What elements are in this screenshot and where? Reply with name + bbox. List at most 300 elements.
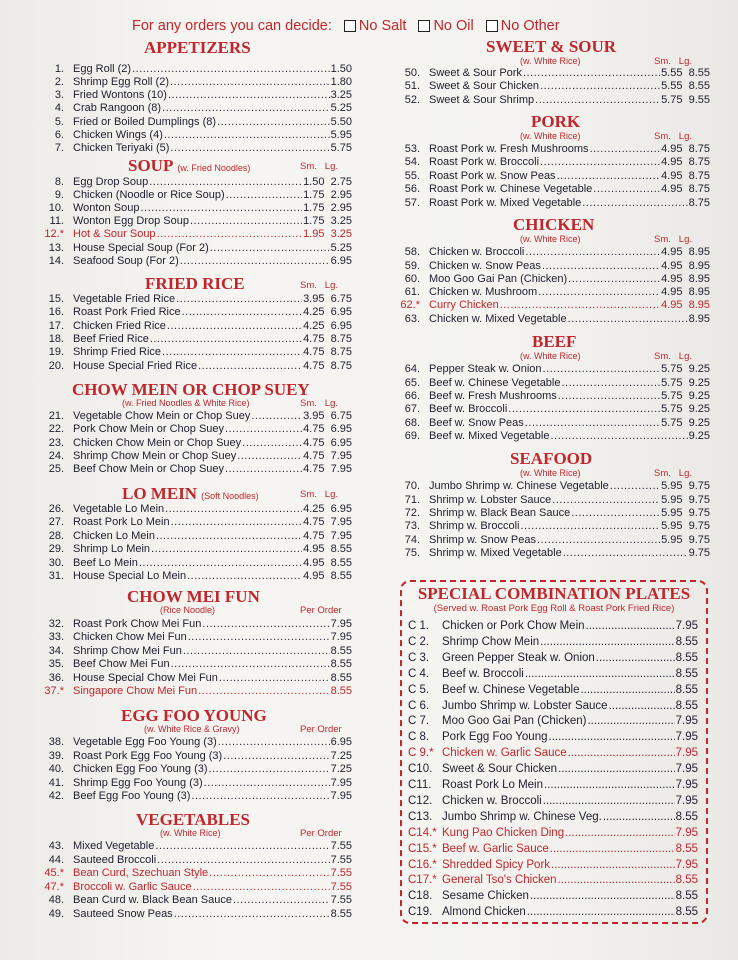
combo-item[interactable] xyxy=(408,778,698,793)
item-number: 39. xyxy=(48,750,64,762)
menu-item[interactable] xyxy=(396,143,710,156)
combo-code: C19. xyxy=(408,906,433,919)
item-name: Moo Goo Gai Pan (Chicken) xyxy=(429,273,568,285)
leader-dots xyxy=(542,260,660,273)
size-header: Sm. Lg. xyxy=(654,56,693,67)
leader-dots xyxy=(157,228,303,241)
section-title: SWEET & SOUR xyxy=(486,37,617,56)
combo-name: Beef w. Chinese Vegetable xyxy=(442,683,580,696)
section-title: SOUP (w. Fried Noodles) xyxy=(128,156,251,175)
menu-item[interactable] xyxy=(40,463,352,476)
item-price: 5.55 8.55 xyxy=(661,80,710,92)
combo-name: Chicken or Pork Chow Mein xyxy=(442,620,585,632)
menu-item[interactable] xyxy=(40,176,352,189)
item-number: 45.* xyxy=(44,867,64,879)
menu-item[interactable] xyxy=(396,246,710,259)
item-number: 14. xyxy=(48,255,64,267)
menu-item[interactable] xyxy=(396,183,710,196)
leader-dots xyxy=(210,242,330,255)
menu-item[interactable] xyxy=(396,273,710,286)
menu-item[interactable] xyxy=(396,197,710,210)
menu-item[interactable] xyxy=(40,503,352,516)
combo-item[interactable] xyxy=(408,842,698,857)
menu-item[interactable] xyxy=(40,410,352,423)
menu-item[interactable] xyxy=(40,631,352,644)
item-name: Chicken w. Mushroom xyxy=(429,286,538,298)
item-price: 1.75 2.95 xyxy=(303,189,352,201)
item-number: 72. xyxy=(404,507,420,519)
item-price: 1.75 3.25 xyxy=(303,215,352,227)
item-name: Broccoli w. Garlic Sauce xyxy=(73,881,192,893)
item-number: 67. xyxy=(404,403,420,415)
menu-item[interactable] xyxy=(40,320,352,333)
item-name: Chicken w. Broccoli xyxy=(429,246,525,258)
combo-name: Jumbo Shrimp w. Chinese Veg. xyxy=(442,810,602,823)
leader-dots xyxy=(525,246,660,259)
leader-dots xyxy=(202,618,329,631)
item-price: 4.95 8.55 xyxy=(303,557,352,569)
item-price: 4.75 8.75 xyxy=(303,360,352,372)
menu-item[interactable] xyxy=(40,685,352,698)
item-price: 1.50 xyxy=(330,63,352,75)
menu-item[interactable] xyxy=(396,480,710,493)
menu-item[interactable] xyxy=(396,390,710,403)
menu-item[interactable] xyxy=(40,215,352,228)
item-price: 5.95 9.75 xyxy=(661,534,710,546)
item-name: Roast Pork Egg Foo Young (3) xyxy=(73,750,223,762)
combo-name: Shrimp Chow Mein xyxy=(442,635,540,648)
menu-item[interactable] xyxy=(40,63,352,76)
combo-item[interactable] xyxy=(408,651,698,666)
item-price: 4.75 7.95 xyxy=(303,463,352,475)
section-subtitle: (w. Fried Noodles) xyxy=(177,163,251,173)
item-number: 73. xyxy=(404,520,420,532)
menu-item[interactable] xyxy=(40,658,352,671)
menu-item[interactable] xyxy=(396,170,710,183)
combo-code: C 7. xyxy=(408,715,430,728)
menu-item[interactable] xyxy=(40,557,352,570)
item-number: 24. xyxy=(48,450,64,462)
item-name: Mixed Vegetable xyxy=(73,840,155,852)
combo-name: Sweet & Sour Chicken xyxy=(442,763,558,776)
menu-item[interactable] xyxy=(40,293,352,306)
menu-item[interactable] xyxy=(40,750,352,763)
item-name: Roast Pork Chow Mei Fun xyxy=(73,618,202,630)
menu-item[interactable] xyxy=(396,260,710,273)
menu-item[interactable] xyxy=(40,116,352,129)
leader-dots xyxy=(162,346,302,359)
menu-item[interactable] xyxy=(396,299,710,312)
section-title: BEEF xyxy=(532,332,577,351)
item-price: 5.75 9.25 xyxy=(661,363,710,375)
combo-price: 8.55 xyxy=(675,651,698,664)
item-number: 62.* xyxy=(400,299,420,311)
item-number: 32. xyxy=(48,618,64,630)
combo-price: 7.95 xyxy=(675,858,698,871)
item-number: 50. xyxy=(404,67,420,79)
menu-item[interactable] xyxy=(396,417,710,430)
leader-dots xyxy=(530,889,675,904)
menu-item[interactable] xyxy=(40,894,352,907)
leader-dots xyxy=(167,320,302,333)
item-number: 18. xyxy=(48,333,64,345)
item-name: Shrimp w. Lobster Sauce xyxy=(429,494,552,506)
combo-name: Beef w. Broccoli xyxy=(442,667,524,680)
item-number: 63. xyxy=(404,313,420,325)
leader-dots xyxy=(156,530,302,543)
menu-item[interactable] xyxy=(40,840,352,853)
item-name: Chicken Teriyaki (5) xyxy=(73,142,170,154)
menu-item[interactable] xyxy=(396,156,710,169)
menu-item[interactable] xyxy=(40,306,352,319)
combo-code: C17.* xyxy=(408,874,437,887)
size-header: Sm. Lg. xyxy=(300,280,339,291)
menu-item[interactable] xyxy=(40,189,352,202)
option-no-salt[interactable]: No Salt xyxy=(344,18,407,34)
item-price: 5.95 9.75 xyxy=(661,520,710,532)
item-name: Roast Pork w. Fresh Mushrooms xyxy=(429,143,589,155)
item-price: 1.50 2.75 xyxy=(303,176,352,188)
item-number: 33. xyxy=(48,631,64,643)
menu-item[interactable] xyxy=(40,763,352,776)
item-name: Wonton Soup xyxy=(73,202,140,214)
leader-dots xyxy=(538,286,660,299)
leader-dots xyxy=(188,631,330,644)
leader-dots xyxy=(219,672,330,685)
combo-item[interactable] xyxy=(408,714,698,729)
order-options-notice xyxy=(132,17,718,35)
menu-item[interactable] xyxy=(396,534,710,547)
combo-item[interactable] xyxy=(408,746,698,761)
leader-dots xyxy=(565,826,675,841)
menu-item[interactable] xyxy=(40,76,352,89)
leader-dots xyxy=(549,730,675,745)
item-price: 9.75 xyxy=(688,547,710,559)
leader-dots xyxy=(561,377,660,390)
menu-item[interactable] xyxy=(40,777,352,790)
item-name: Shrimp w. Broccoli xyxy=(429,520,520,532)
item-price: 4.95 8.95 xyxy=(661,260,710,272)
item-price: 7.55 xyxy=(330,854,352,866)
menu-item[interactable] xyxy=(396,547,710,560)
menu-item[interactable] xyxy=(396,507,710,520)
menu-item[interactable] xyxy=(396,494,710,507)
item-price: 7.55 xyxy=(330,867,352,879)
combo-item[interactable] xyxy=(408,794,698,809)
menu-item[interactable] xyxy=(396,520,710,533)
combo-price: 7.95 xyxy=(675,715,698,728)
item-price: 1.75 2.95 xyxy=(303,202,352,214)
menu-item[interactable] xyxy=(396,363,710,376)
item-number: 74. xyxy=(404,534,420,546)
section-title: APPETIZERS xyxy=(144,38,251,57)
item-name: Vegetable Egg Foo Young (3) xyxy=(73,736,217,748)
item-name: Sweet & Sour Pork xyxy=(429,67,522,79)
leader-dots xyxy=(217,116,330,129)
section-note: (w. White Rice) xyxy=(520,56,581,66)
item-number: 40. xyxy=(48,763,64,775)
combo-price: 7.95 xyxy=(675,731,698,744)
leader-dots xyxy=(568,313,688,326)
item-name: Shrimp Chow Mein or Chop Suey xyxy=(73,450,237,462)
item-number: 22. xyxy=(48,423,64,435)
item-price: 5.95 9.75 xyxy=(661,494,710,506)
item-number: 23. xyxy=(48,437,64,449)
menu-item[interactable] xyxy=(396,403,710,416)
combo-item[interactable] xyxy=(408,889,698,904)
item-name: Sweet & Sour Chicken xyxy=(429,80,540,92)
leader-dots xyxy=(198,360,302,373)
section-note: (w. White Rice) xyxy=(520,351,581,361)
size-header: Per Order xyxy=(300,828,342,839)
menu-item[interactable] xyxy=(40,142,352,155)
item-name: Shrimp Chow Mei Fun xyxy=(73,645,182,657)
menu-item[interactable] xyxy=(40,530,352,543)
item-price: 8.75 xyxy=(688,197,710,209)
leader-dots xyxy=(525,667,675,682)
item-number: 30. xyxy=(48,557,64,569)
item-number: 56. xyxy=(404,183,420,195)
combo-item[interactable] xyxy=(408,619,698,634)
leader-dots xyxy=(596,651,675,666)
menu-item[interactable] xyxy=(40,333,352,346)
section-subtitle: (Soft Noodles) xyxy=(201,491,259,501)
item-number: 51. xyxy=(404,80,420,92)
item-price: 7.25 xyxy=(330,763,352,775)
menu-item[interactable] xyxy=(40,242,352,255)
leader-dots xyxy=(170,142,329,155)
leader-dots xyxy=(571,507,660,520)
section-note: (Rice Noodle) xyxy=(160,605,216,615)
leader-dots xyxy=(568,746,675,761)
menu-item[interactable] xyxy=(40,228,352,241)
item-number: 8. xyxy=(54,176,64,188)
section-title: CHOW MEI FUN xyxy=(127,587,260,606)
combo-item[interactable] xyxy=(408,730,698,745)
item-name: Crab Rangoon (8) xyxy=(73,102,162,114)
menu-item[interactable] xyxy=(40,423,352,436)
menu-item[interactable] xyxy=(40,89,352,102)
item-price: 4.95 8.95 xyxy=(661,246,710,258)
item-number: 37.* xyxy=(44,685,64,697)
item-name: Shrimp w. Snow Peas xyxy=(429,534,536,546)
combo-code: C10. xyxy=(408,763,433,776)
leader-dots xyxy=(218,736,330,749)
item-price: 4.75 7.95 xyxy=(303,450,352,462)
item-price: 5.75 9.25 xyxy=(661,377,710,389)
item-number: 17. xyxy=(48,320,64,332)
item-name: Shrimp w. Black Bean Sauce xyxy=(429,507,571,519)
leader-dots xyxy=(551,858,675,873)
combo-price: 7.95 xyxy=(675,763,698,776)
combo-price: 8.55 xyxy=(675,683,698,696)
leader-dots xyxy=(209,763,330,776)
combo-item[interactable] xyxy=(408,667,698,682)
item-name: Sauteed Snow Peas xyxy=(73,908,173,920)
item-price: 8.55 xyxy=(330,908,352,920)
menu-item[interactable] xyxy=(40,867,352,880)
menu-item[interactable] xyxy=(396,286,710,299)
combo-code: C 3. xyxy=(408,651,430,664)
combo-name: Sesame Chicken xyxy=(442,890,529,903)
menu-item[interactable] xyxy=(40,790,352,803)
combo-note: (Served w. Roast Pork Egg Roll & Roast Pork Fried Rice) xyxy=(433,603,675,614)
item-number: 66. xyxy=(404,390,420,402)
item-price: 5.75 9.55 xyxy=(661,94,710,106)
combo-item[interactable] xyxy=(408,826,698,841)
combo-name: Almond Chicken xyxy=(442,906,526,919)
item-name: Beef w. Snow Peas xyxy=(429,417,524,429)
combo-price: 8.55 xyxy=(675,699,698,712)
menu-item[interactable] xyxy=(40,854,352,867)
option-no-other[interactable]: No Other xyxy=(486,18,560,34)
item-number: 13. xyxy=(48,242,64,254)
item-price: 7.55 xyxy=(330,881,352,893)
menu-item[interactable] xyxy=(40,102,352,115)
item-price: 4.95 8.95 xyxy=(661,299,710,311)
item-number: 35. xyxy=(48,658,64,670)
menu-item[interactable] xyxy=(396,67,710,80)
menu-item[interactable] xyxy=(40,129,352,142)
option-no-oil[interactable]: No Oil xyxy=(418,18,473,34)
checkbox-icon[interactable] xyxy=(486,20,498,32)
menu-item[interactable] xyxy=(40,543,352,556)
item-name: Sauteed Broccoli xyxy=(73,854,157,866)
menu-item[interactable] xyxy=(40,618,352,631)
menu-item[interactable] xyxy=(396,430,710,443)
leader-dots xyxy=(527,905,675,920)
menu-item[interactable] xyxy=(40,736,352,749)
item-name: Beef w. Broccoli xyxy=(429,403,508,415)
leader-dots xyxy=(251,410,302,423)
item-price: 7.95 xyxy=(330,618,352,630)
leader-dots xyxy=(557,170,661,183)
item-name: Egg Roll (2) xyxy=(73,63,132,75)
item-number: 55. xyxy=(404,170,420,182)
combo-item[interactable] xyxy=(408,635,698,650)
item-price: 4.75 6.95 xyxy=(303,423,352,435)
leader-dots xyxy=(139,557,302,570)
menu-item[interactable] xyxy=(396,94,710,107)
size-header: Sm. Lg. xyxy=(300,161,339,172)
checkbox-icon[interactable] xyxy=(418,20,430,32)
leader-dots xyxy=(610,480,660,493)
menu-item[interactable] xyxy=(40,255,352,268)
menu-item[interactable] xyxy=(40,360,352,373)
item-number: 5. xyxy=(54,116,64,128)
menu-item[interactable] xyxy=(396,313,710,326)
item-price: 4.95 8.55 xyxy=(303,570,352,582)
item-price: 4.95 8.75 xyxy=(661,183,710,195)
combo-item[interactable] xyxy=(408,858,698,873)
leader-dots xyxy=(525,417,660,430)
item-number: 36. xyxy=(48,672,64,684)
menu-item[interactable] xyxy=(40,908,352,921)
item-price: 5.50 xyxy=(330,116,352,128)
section-title: VEGETABLES xyxy=(136,810,251,829)
leader-dots xyxy=(171,658,330,671)
leader-dots xyxy=(557,873,674,888)
combo-code: C 4. xyxy=(408,667,430,680)
item-price: 4.75 7.95 xyxy=(303,530,352,542)
leader-dots xyxy=(550,430,687,443)
item-number: 19. xyxy=(48,346,64,358)
item-name: House Special Soup (For 2) xyxy=(73,242,209,254)
menu-item[interactable] xyxy=(40,672,352,685)
leader-dots xyxy=(187,570,302,583)
menu-item[interactable] xyxy=(40,437,352,450)
menu-item[interactable] xyxy=(396,80,710,93)
menu-item[interactable] xyxy=(40,202,352,215)
item-name: House Special Fried Rice xyxy=(73,360,198,372)
menu-item[interactable] xyxy=(40,645,352,658)
menu-item[interactable] xyxy=(40,346,352,359)
item-price: 3.95 6.75 xyxy=(303,293,352,305)
item-number: 26. xyxy=(48,503,64,515)
leader-dots xyxy=(587,714,674,729)
item-number: 53. xyxy=(404,143,420,155)
leader-dots xyxy=(191,790,329,803)
item-price: 5.75 xyxy=(330,142,352,154)
leader-dots xyxy=(603,810,675,825)
menu-item[interactable] xyxy=(396,377,710,390)
combo-item[interactable] xyxy=(408,683,698,698)
combo-item[interactable] xyxy=(408,699,698,714)
item-name: Beef Chow Mei Fun xyxy=(73,658,170,670)
item-number: 38. xyxy=(48,736,64,748)
menu-item[interactable] xyxy=(40,881,352,894)
section-title: CHICKEN xyxy=(513,215,595,234)
leader-dots xyxy=(593,183,660,196)
leader-dots xyxy=(543,794,675,809)
item-price: 4.25 6.95 xyxy=(303,306,352,318)
item-price: 5.25 xyxy=(330,242,352,254)
leader-dots xyxy=(164,129,330,142)
combo-item[interactable] xyxy=(408,762,698,777)
menu-item[interactable] xyxy=(40,516,352,529)
item-number: 69. xyxy=(404,430,420,442)
menu-item[interactable] xyxy=(40,570,352,583)
section-note: (w. White Rice) xyxy=(520,468,581,478)
menu-item[interactable] xyxy=(40,450,352,463)
combo-item[interactable] xyxy=(408,810,698,825)
leader-dots xyxy=(543,363,661,376)
combo-code: C 5. xyxy=(408,683,430,696)
leader-dots xyxy=(590,143,661,156)
item-name: Vegetable Lo Mein xyxy=(73,503,165,515)
combo-item[interactable] xyxy=(408,905,698,920)
leader-dots xyxy=(168,89,330,102)
leader-dots xyxy=(233,894,330,907)
leader-dots xyxy=(183,645,330,658)
item-number: 16. xyxy=(48,306,64,318)
combo-code: C16.* xyxy=(408,858,437,871)
combo-price: 8.55 xyxy=(675,667,698,680)
leader-dots xyxy=(151,543,302,556)
section-title: EGG FOO YOUNG xyxy=(121,706,267,725)
combo-title: SPECIAL COMBINATION PLATES xyxy=(417,584,691,603)
checkbox-icon[interactable] xyxy=(344,20,356,32)
leader-dots xyxy=(165,503,302,516)
combo-code: C 2. xyxy=(408,635,430,648)
item-price: 5.25 xyxy=(330,102,352,114)
item-number: 54. xyxy=(404,156,420,168)
leader-dots xyxy=(242,437,302,450)
item-number: 52. xyxy=(404,94,420,106)
item-name: House Special Lo Mein xyxy=(73,570,187,582)
item-number: 4. xyxy=(54,102,64,114)
combo-item[interactable] xyxy=(408,873,698,888)
